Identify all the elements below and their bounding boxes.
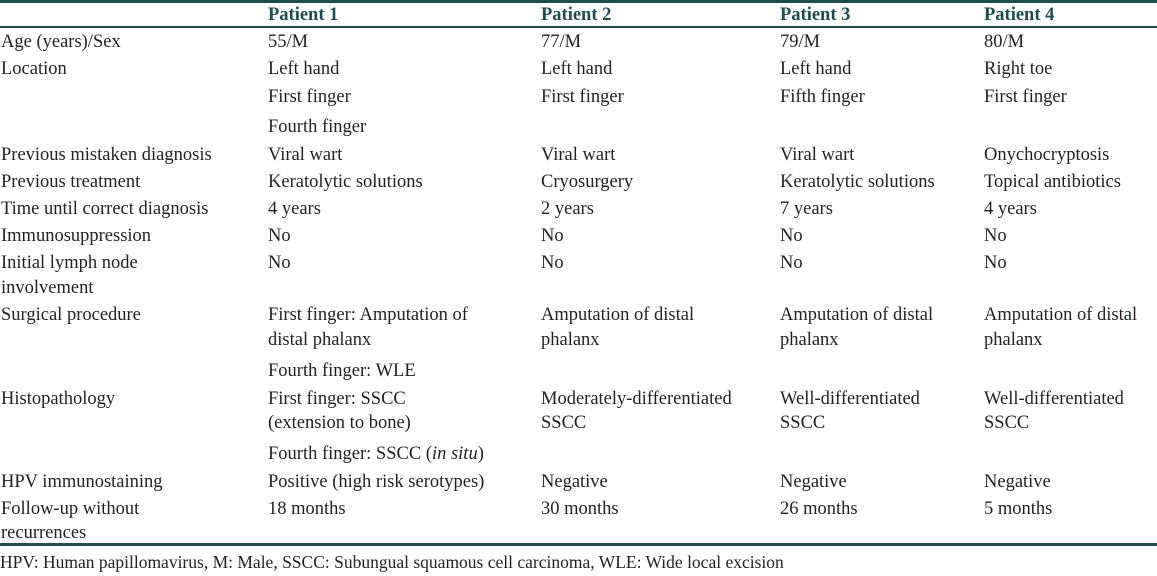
table-footnote: HPV: Human papillomavirus, M: Male, SSCC: Subungual squamous cell carcinoma, WLE: Wide local excision <box>0 552 784 572</box>
row-label-surgical-procedure: Surgical procedure <box>1 305 141 325</box>
cell-p3-location-1: Left hand <box>780 59 852 79</box>
row-label-histopathology: Histopathology <box>1 389 116 409</box>
row-label-mistaken-diagnosis: Previous mistaken diagnosis <box>1 145 212 165</box>
cell-p2-surgery-1: Amputation of distal <box>541 305 695 325</box>
cell-p4-surgery-1: Amputation of distal <box>984 305 1138 325</box>
row-label-follow-up-2: recurrences <box>1 523 87 543</box>
cell-p3-surgery-1: Amputation of distal <box>780 305 934 325</box>
cell-p4-location-1: Right toe <box>984 59 1053 79</box>
cell-p2-previous-treatment: Cryosurgery <box>541 172 634 192</box>
cell-p4-time-to-diagnosis: 4 years <box>984 199 1037 219</box>
row-label-location: Location <box>1 59 67 79</box>
cell-p3-histo-2: SSCC <box>780 413 826 433</box>
cell-p1-previous-treatment: Keratolytic solutions <box>268 172 423 192</box>
cell-p1-age: 55/M <box>268 32 309 52</box>
cell-p1-location-3: Fourth finger <box>268 117 367 137</box>
cell-p2-location-1: Left hand <box>541 59 613 79</box>
cell-p4-histo-1: Well-differentiated <box>984 389 1124 409</box>
cell-p4-age: 80/M <box>984 32 1025 52</box>
cell-p2-time-to-diagnosis: 2 years <box>541 199 594 219</box>
header-patient-1: Patient 1 <box>268 5 339 25</box>
row-label-age-sex: Age (years)/Sex <box>1 32 121 52</box>
bottom-rule <box>0 543 1157 546</box>
cell-p3-histo-1: Well-differentiated <box>780 389 920 409</box>
cell-p1-immunosuppression: No <box>268 226 291 246</box>
cell-p1-histo-1: First finger: SSCC <box>268 389 406 409</box>
cell-p1-time-to-diagnosis: 4 years <box>268 199 321 219</box>
header-patient-2: Patient 2 <box>541 5 612 25</box>
row-label-lymph-node-2: involvement <box>1 278 94 298</box>
cell-p1-histo-3: Fourth finger: SSCC (in situ) <box>268 444 484 464</box>
cell-p3-previous-treatment: Keratolytic solutions <box>780 172 935 192</box>
cell-p2-age: 77/M <box>541 32 582 52</box>
cell-p3-location-2: Fifth finger <box>780 87 865 107</box>
cell-p4-location-2: First finger <box>984 87 1067 107</box>
cell-p1-histo-2: (extension to bone) <box>268 413 411 433</box>
cell-p1-hpv: Positive (high risk serotypes) <box>268 472 485 492</box>
cell-p4-lymph-node: No <box>984 253 1007 273</box>
row-label-time-to-diagnosis: Time until correct diagnosis <box>1 199 209 219</box>
cell-p3-immunosuppression: No <box>780 226 803 246</box>
cell-p2-hpv: Negative <box>541 472 608 492</box>
cell-p1-surgery-3: Fourth finger: WLE <box>268 361 416 381</box>
cell-p1-lymph-node: No <box>268 253 291 273</box>
cell-p2-lymph-node: No <box>541 253 564 273</box>
cell-p2-surgery-2: phalanx <box>541 330 600 350</box>
cell-p1-mistaken-diagnosis: Viral wart <box>268 145 343 165</box>
cell-p3-surgery-2: phalanx <box>780 330 839 350</box>
cell-p3-time-to-diagnosis: 7 years <box>780 199 833 219</box>
cell-p2-histo-2: SSCC <box>541 413 587 433</box>
cell-p1-surgery-2: distal phalanx <box>268 330 372 350</box>
cell-p4-histo-2: SSCC <box>984 413 1030 433</box>
cell-p1-follow-up: 18 months <box>268 499 346 519</box>
cell-p2-mistaken-diagnosis: Viral wart <box>541 145 616 165</box>
cell-p2-follow-up: 30 months <box>541 499 619 519</box>
cell-p3-follow-up: 26 months <box>780 499 858 519</box>
row-label-previous-treatment: Previous treatment <box>1 172 141 192</box>
cell-p4-mistaken-diagnosis: Onychocryptosis <box>984 145 1110 165</box>
cell-p3-hpv: Negative <box>780 472 847 492</box>
row-label-follow-up-1: Follow-up without <box>1 499 140 519</box>
cell-p4-hpv: Negative <box>984 472 1051 492</box>
cell-p4-surgery-2: phalanx <box>984 330 1043 350</box>
cell-p1-surgery-1: First finger: Amputation of <box>268 305 468 325</box>
cell-p3-age: 79/M <box>780 32 821 52</box>
cell-p4-previous-treatment: Topical antibiotics <box>984 172 1121 192</box>
cell-p2-location-2: First finger <box>541 87 624 107</box>
header-patient-4: Patient 4 <box>984 5 1055 25</box>
header-patient-3: Patient 3 <box>780 5 851 25</box>
cell-p2-immunosuppression: No <box>541 226 564 246</box>
cell-p3-mistaken-diagnosis: Viral wart <box>780 145 855 165</box>
cell-p2-histo-1: Moderately-differentiated <box>541 389 732 409</box>
row-label-lymph-node-1: Initial lymph node <box>1 253 138 273</box>
row-label-immunosuppression: Immunosuppression <box>1 226 152 246</box>
row-label-hpv: HPV immunostaining <box>1 472 163 492</box>
cell-p4-follow-up: 5 months <box>984 499 1053 519</box>
cell-p1-location-1: Left hand <box>268 59 340 79</box>
cell-p4-immunosuppression: No <box>984 226 1007 246</box>
cell-p3-lymph-node: No <box>780 253 803 273</box>
header-rule <box>0 26 1157 28</box>
cell-p1-location-2: First finger <box>268 87 351 107</box>
